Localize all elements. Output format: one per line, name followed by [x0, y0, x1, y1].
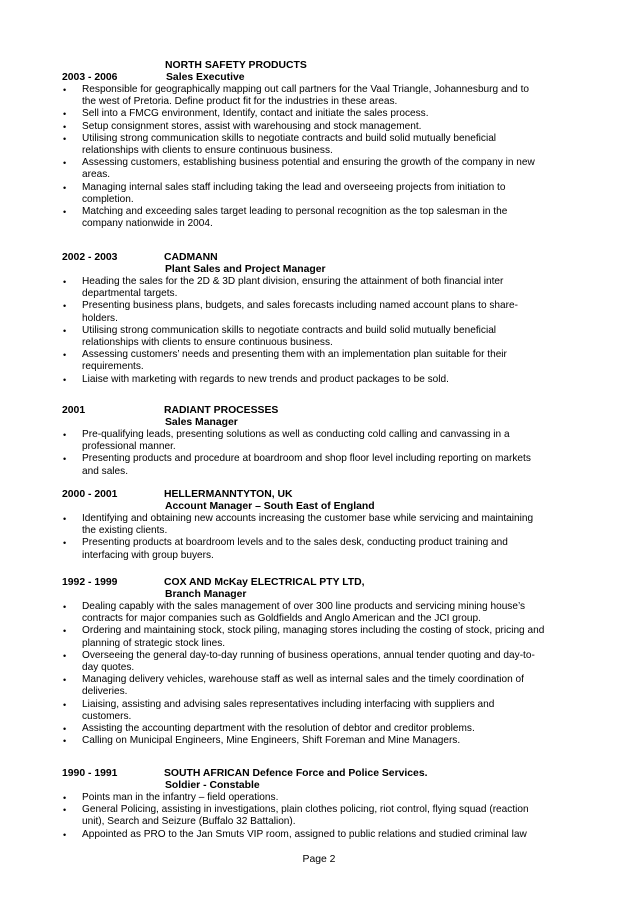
list-item	[62, 84, 582, 108]
list-item	[62, 325, 582, 349]
list-item-text: customers.	[82, 710, 132, 722]
list-item	[62, 453, 582, 477]
company-name: NORTH SAFETY PRODUCTS	[165, 60, 307, 71]
bullet-icon: •	[63, 85, 67, 95]
job-period: 2000 - 2001	[62, 489, 118, 500]
list-item-text: Assessing customers, establishing business potential and ensuring the growth of the company in new	[82, 157, 535, 169]
list-item-text: Liaise with marketing with regards to new trends and product packages to be sold.	[82, 373, 449, 385]
list-item-text: deliveries.	[82, 686, 128, 698]
list-item	[62, 349, 582, 373]
job-role: Plant Sales and Project Manager	[165, 264, 326, 275]
list-item-text: Utilising strong communication skills to negotiate contracts and build solid mutually beneficial	[82, 132, 497, 144]
list-item	[62, 723, 582, 735]
list-item-text: Calling on Municipal Engineers, Mine Engineers, Shift Foreman and Mine Managers.	[82, 735, 461, 747]
list-item-text: Setup consignment stores, assist with warehousing and stock management.	[82, 120, 422, 132]
list-item	[62, 650, 582, 674]
bullet-icon: •	[63, 121, 67, 132]
list-item-text: Matching and exceeding sales target leading to personal recognition as the top salesman in the	[82, 206, 508, 218]
list-item	[62, 206, 582, 230]
list-item-text: Utilising strong communication skills to negotiate contracts and build solid mutually beneficial	[82, 324, 497, 336]
bullet-icon: •	[63, 650, 67, 661]
list-item-text: interfacing with group buyers.	[82, 549, 214, 561]
duties-list	[62, 792, 582, 841]
job-entry	[62, 405, 582, 478]
list-item	[62, 108, 582, 120]
list-item-text: the west of Pretoria. Define product fit for the industries in these areas.	[82, 96, 398, 108]
bullet-icon: •	[63, 514, 67, 524]
list-item	[62, 300, 582, 324]
bullet-icon: •	[63, 454, 67, 465]
list-item-text: Assessing customers’ needs and presenting them with an implementation plan suitable for their	[82, 349, 507, 361]
list-item	[62, 133, 582, 157]
bullet-icon: •	[63, 736, 67, 747]
bullet-icon: •	[63, 793, 67, 803]
list-item	[62, 674, 582, 698]
job-period: 1990 - 1991	[62, 768, 118, 779]
list-item-text: completion.	[82, 193, 134, 205]
list-item-text: areas.	[82, 169, 111, 181]
job-entry	[62, 489, 582, 562]
list-item	[62, 182, 582, 206]
job-entry	[62, 768, 582, 841]
list-item-text: relationships with clients to ensure continuous business.	[82, 337, 333, 349]
bullet-icon: •	[63, 277, 67, 287]
job-role: Sales Executive	[166, 72, 245, 83]
list-item-text: Assisting the accounting department with the resolution of debtor and creditor problems.	[82, 723, 475, 735]
list-item	[62, 537, 582, 561]
job-header	[62, 768, 582, 780]
bullet-icon: •	[63, 207, 67, 218]
bullet-icon: •	[63, 109, 67, 120]
list-item-text: unit), Search and Seizure (Buffalo 32 Battalion).	[82, 816, 296, 828]
list-item-text: requirements.	[82, 361, 144, 373]
bullet-icon: •	[63, 133, 67, 144]
list-item-text: company nationwide in 2004.	[82, 218, 213, 230]
bullet-icon: •	[63, 374, 67, 385]
list-item-text: planning of strategic stock lines.	[82, 637, 226, 649]
bullet-icon: •	[63, 724, 67, 735]
company-name: CADMANN	[164, 252, 218, 263]
list-item-text: Responsible for geographically mapping out call partners for the Vaal Triangle, Johannesburg and to	[82, 84, 530, 95]
list-item-text: Pre-qualifying leads, presenting solutions as well as conducting cold calling and canvassing in a	[82, 429, 510, 440]
job-period: 1992 - 1999	[62, 577, 118, 588]
bullet-icon: •	[63, 350, 67, 361]
bullet-icon: •	[63, 675, 67, 686]
bullet-icon: •	[63, 626, 67, 637]
list-item	[62, 699, 582, 723]
list-item-text: Appointed as PRO to the Jan Smuts VIP room, assigned to public relations and studied criminal law	[82, 828, 527, 840]
list-item	[62, 601, 582, 625]
job-header	[62, 252, 582, 264]
list-item-text: Presenting products and procedure at boardroom and shop floor level including reporting on markets	[82, 453, 531, 465]
job-header	[62, 489, 582, 501]
job-role: Soldier - Constable	[165, 780, 260, 791]
bullet-icon: •	[63, 430, 67, 440]
bullet-icon: •	[63, 158, 67, 169]
list-item-text: and sales.	[82, 465, 129, 477]
job-header	[62, 577, 582, 589]
list-item	[62, 276, 582, 300]
company-name: RADIANT PROCESSES	[164, 405, 279, 416]
duties-list	[62, 513, 582, 562]
list-item-text: Managing internal sales staff including taking the lead and overseeing projects from initiation to	[82, 181, 506, 193]
bullet-icon: •	[63, 538, 67, 549]
bullet-icon: •	[63, 829, 67, 840]
bullet-icon: •	[63, 805, 67, 816]
list-item-text: Overseeing the general day-to-day running of business operations, annual tender quoting and day-to-	[82, 649, 535, 661]
company-name: HELLERMANNTYTON, UK	[164, 489, 293, 500]
list-item-text: day quotes.	[82, 662, 135, 674]
duties-list	[62, 84, 582, 230]
list-item-text: Identifying and obtaining new accounts increasing the customer base while servicing and maintaining	[82, 513, 534, 524]
list-item-text: contracts for major companies such as Goldfields and Anglo American and the JCI group.	[82, 613, 481, 625]
list-item-text: Presenting business plans, budgets, and sales forecasts including named account plans to share-	[82, 300, 518, 312]
list-item-text: Dealing capably with the sales management of over 300 line products and servicing mining house’s	[82, 601, 526, 612]
list-item-text: relationships with clients to ensure continuous business.	[82, 145, 333, 157]
list-item-text: Liaising, assisting and advising sales representatives including interfacing with suppliers and	[82, 698, 495, 710]
job-period: 2003 - 2006	[62, 72, 118, 83]
list-item	[62, 735, 582, 747]
list-item	[62, 121, 582, 133]
job-period: 2001	[62, 405, 86, 416]
job-entry	[62, 577, 582, 747]
list-item-text: Ordering and maintaining stock, stock piling, managing stores including the costing of stock, pricing and	[82, 625, 545, 637]
list-item	[62, 374, 582, 386]
bullet-icon: •	[63, 301, 67, 312]
list-item-text: Points man in the infantry – field operations.	[82, 792, 279, 803]
page-number: Page 2	[302, 854, 336, 865]
list-item	[62, 829, 582, 841]
list-item-text: General Policing, assisting in investigations, plain clothes policing, riot control, flying squad (reaction	[82, 804, 529, 816]
list-item-text: Heading the sales for the 2D & 3D plant division, ensuring the attainment of both financial inter	[82, 276, 504, 287]
list-item	[62, 625, 582, 649]
job-role: Branch Manager	[165, 589, 247, 600]
list-item-text: professional manner.	[82, 441, 176, 453]
list-item	[62, 513, 582, 537]
list-item-text: Managing delivery vehicles, warehouse staff as well as internal sales and the timely coordination of	[82, 674, 524, 686]
duties-list	[62, 429, 582, 478]
list-item-text: Presenting products at boardroom levels and to the sales desk, conducting product training and	[82, 537, 508, 549]
job-role: Sales Manager	[165, 417, 238, 428]
list-item	[62, 429, 582, 453]
duties-list	[62, 276, 582, 386]
job-entry	[62, 252, 582, 386]
list-item-text: departmental targets.	[82, 288, 178, 300]
list-item-text: holders.	[82, 312, 118, 324]
list-item	[62, 804, 582, 828]
job-role: Account Manager – South East of England	[165, 501, 375, 512]
list-item	[62, 792, 582, 804]
list-item-text: the existing clients.	[82, 525, 168, 537]
duties-list	[62, 601, 582, 747]
job-entry	[62, 60, 582, 230]
list-item-text: Sell into a FMCG environment, Identify, contact and initiate the sales process.	[82, 108, 429, 120]
bullet-icon: •	[63, 602, 67, 612]
bullet-icon: •	[63, 182, 67, 193]
company-name: SOUTH AFRICAN Defence Force and Police Services.	[164, 768, 428, 779]
bullet-icon: •	[63, 325, 67, 336]
bullet-icon: •	[63, 699, 67, 710]
list-item	[62, 157, 582, 181]
company-name: COX AND McKay ELECTRICAL PTY LTD,	[164, 577, 365, 588]
job-header	[62, 405, 582, 417]
job-header	[62, 72, 582, 84]
job-period: 2002 - 2003	[62, 252, 118, 263]
